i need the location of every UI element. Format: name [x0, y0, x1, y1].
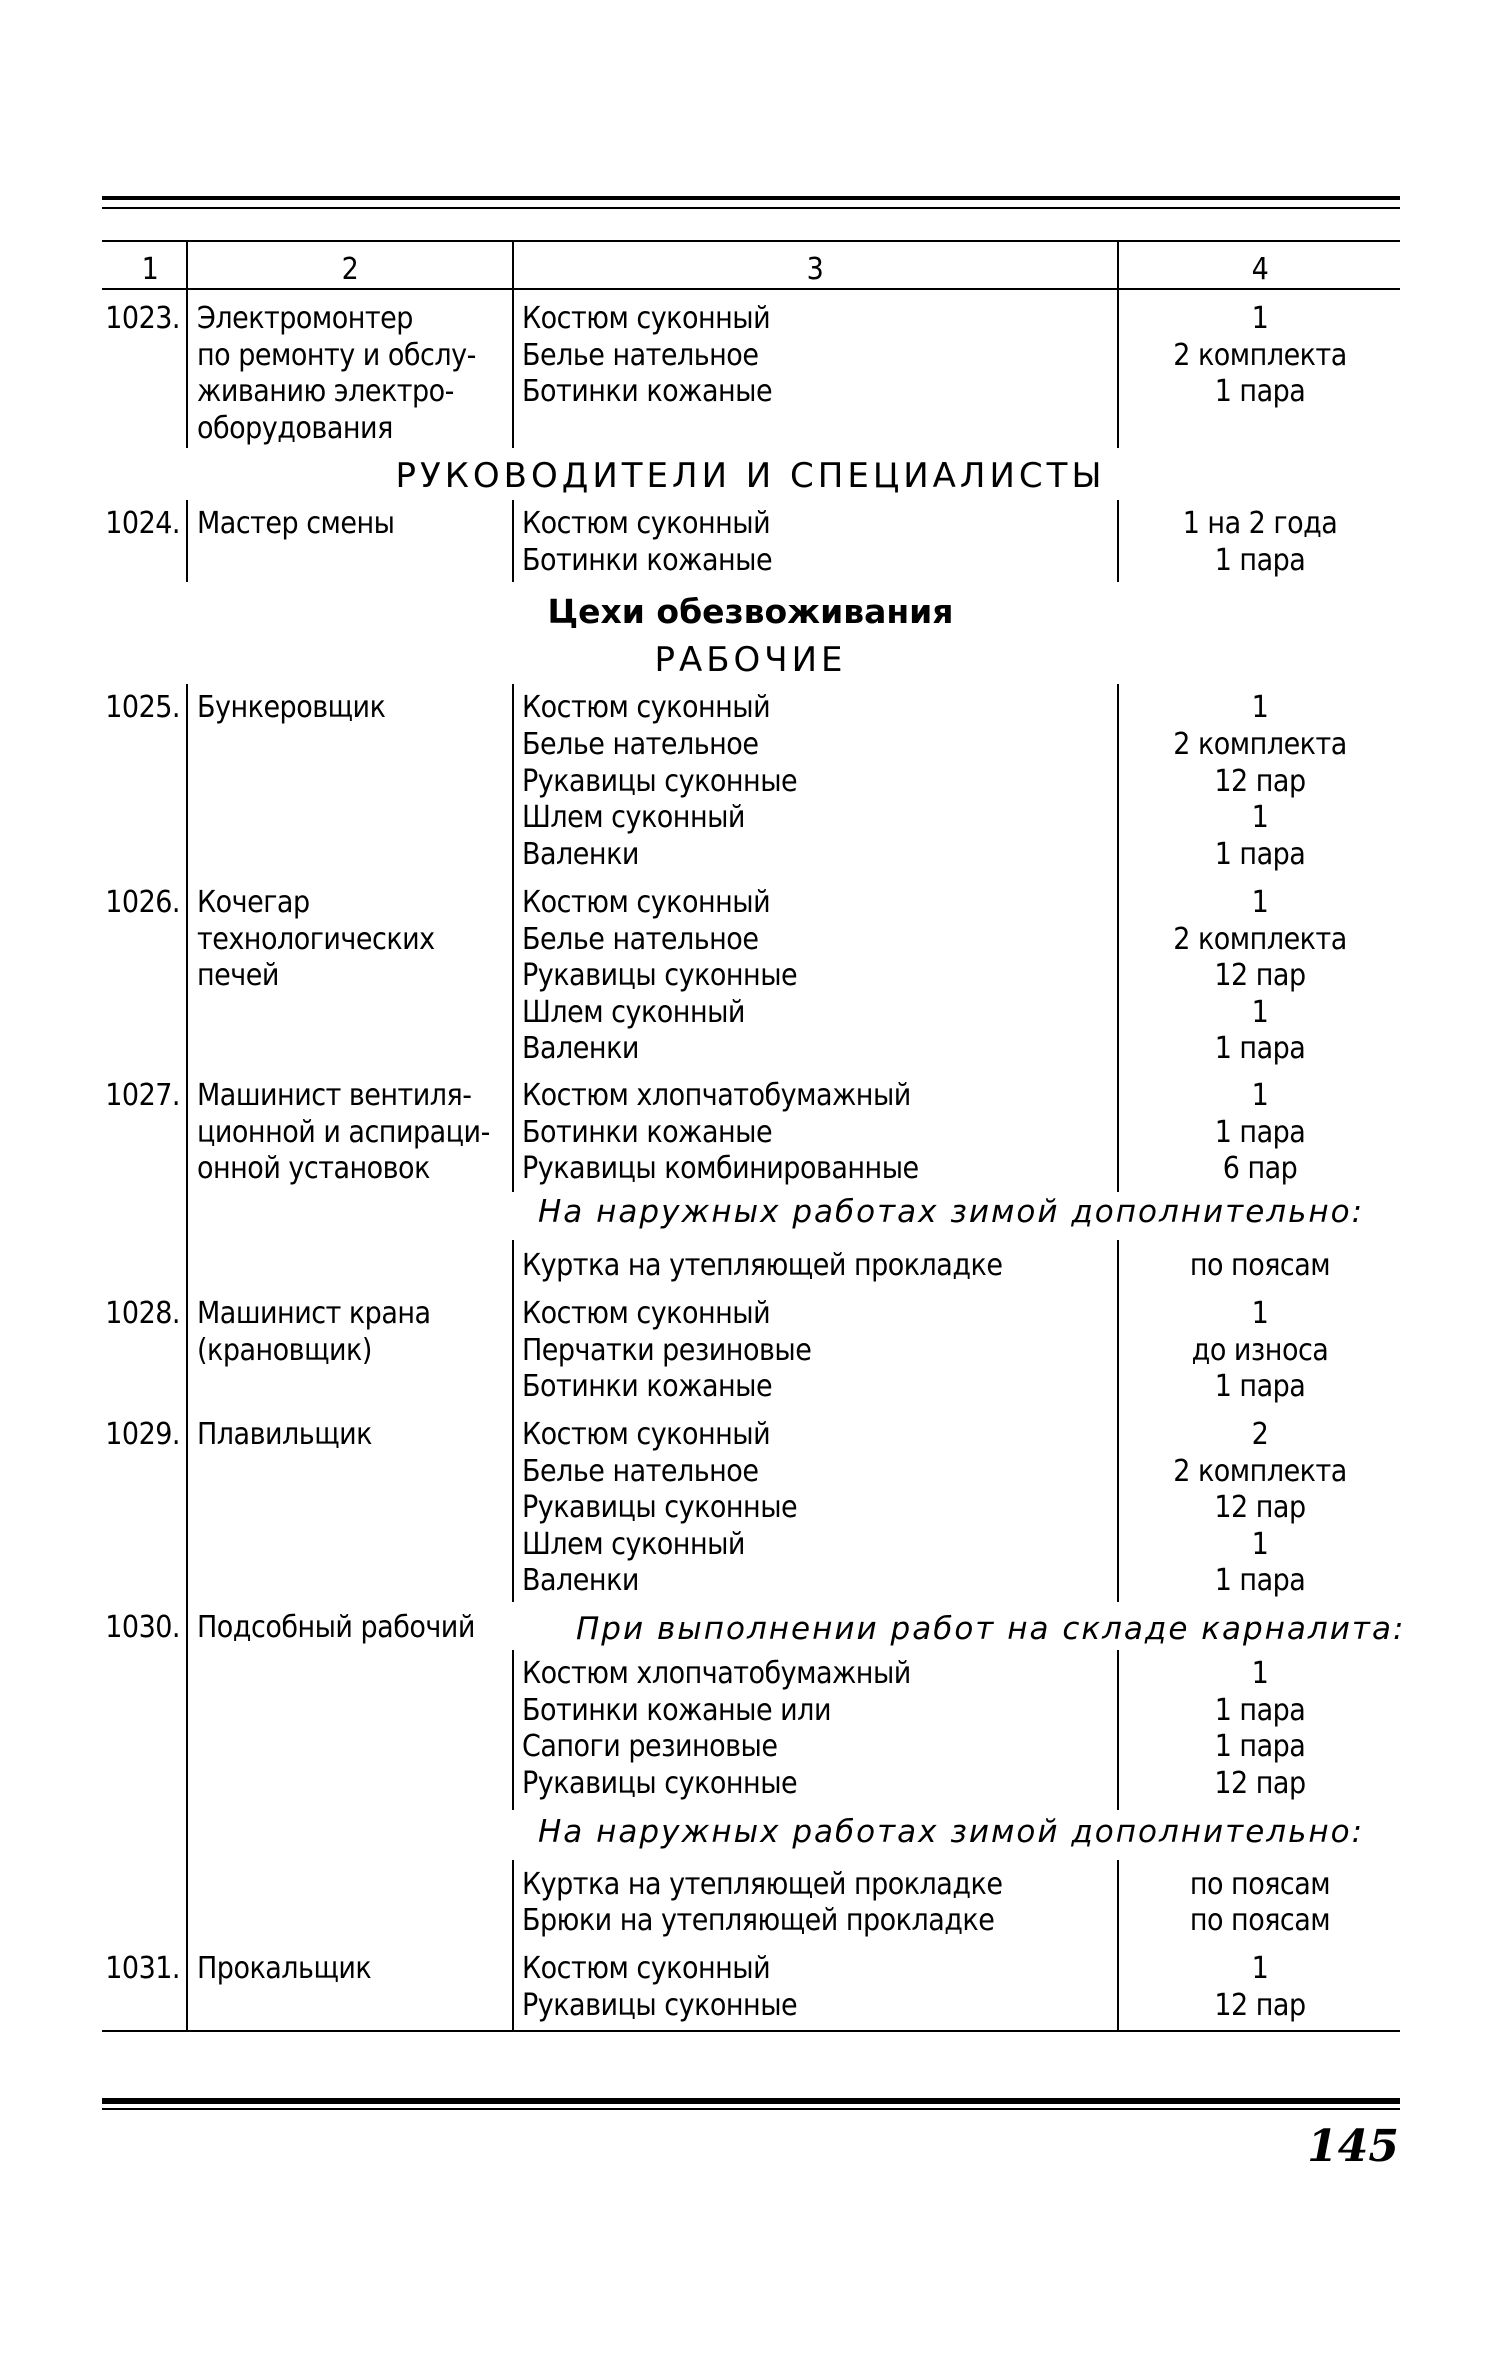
row-number: 1025. — [105, 690, 180, 725]
row-number: 1027. — [105, 1078, 180, 1113]
item: Рукавицы суконные — [522, 1988, 798, 2023]
column-separator — [512, 1650, 514, 1810]
profession-line: Подсобный рабочий — [197, 1610, 475, 1645]
norm: 1 — [1251, 1656, 1269, 1691]
profession-line: (крановщик) — [197, 1333, 372, 1368]
header-top-rule — [102, 240, 1400, 242]
norm: 1 пара — [1214, 374, 1306, 409]
item: Рукавицы суконные — [522, 764, 798, 799]
norm: 1 пара — [1214, 1693, 1306, 1728]
item: Костюм суконный — [522, 1417, 771, 1452]
norm: 1 пара — [1214, 1369, 1306, 1404]
item: Рукавицы суконные — [522, 1766, 798, 1801]
item: Костюм хлопчатобумажный — [522, 1078, 911, 1113]
table-bottom-rule — [102, 2030, 1400, 2032]
column-separator — [1117, 1650, 1119, 1810]
top-rule-thick — [102, 196, 1400, 200]
item: Валенки — [522, 1031, 639, 1066]
norm: 2 — [1251, 1417, 1269, 1452]
item: Рукавицы комбинированные — [522, 1151, 919, 1186]
norm: 2 комплекта — [1173, 922, 1347, 957]
column-separator — [512, 1240, 514, 1602]
header-separator — [512, 240, 514, 290]
column-separator — [186, 684, 188, 2030]
norm: 1 на 2 года — [1182, 506, 1338, 541]
section-heading-workers: РАБОЧИЕ — [654, 640, 847, 680]
norm: 12 пар — [1214, 764, 1306, 799]
header-separator — [186, 240, 188, 290]
column-separator — [512, 1860, 514, 2030]
norm: 1 пара — [1214, 1563, 1306, 1598]
row-number: 1023. — [105, 301, 180, 336]
norm: 1 — [1251, 995, 1269, 1030]
norm: 1 — [1251, 1078, 1269, 1113]
norm: 1 — [1251, 885, 1269, 920]
column-separator — [1117, 290, 1119, 448]
item: Костюм суконный — [522, 690, 771, 725]
top-rule-thin — [102, 207, 1400, 209]
row-number: 1029. — [105, 1417, 180, 1452]
item: Куртка на утепляющей прокладке — [522, 1248, 1003, 1283]
norm: 1 — [1251, 1527, 1269, 1562]
column-separator — [512, 290, 514, 448]
profession-line: печей — [197, 958, 279, 993]
item: Перчатки резиновые — [522, 1333, 812, 1368]
column-header-1: 1 — [141, 252, 159, 287]
norm: 1 пара — [1214, 1115, 1306, 1150]
item: Костюм суконный — [522, 1951, 771, 1986]
norm: 6 пар — [1222, 1151, 1298, 1186]
item: Белье нательное — [522, 1454, 759, 1489]
profession-line: по ремонту и обслу- — [197, 338, 476, 373]
norm: 12 пар — [1214, 958, 1306, 993]
norm: 1 — [1251, 1951, 1269, 1986]
column-separator — [512, 500, 514, 582]
note-winter-outdoor: На наружных работах зимой дополнительно: — [538, 1194, 1365, 1230]
item: Шлем суконный — [522, 995, 745, 1030]
item: Рукавицы суконные — [522, 958, 798, 993]
item: Костюм суконный — [522, 885, 771, 920]
item: Костюм суконный — [522, 506, 771, 541]
norm: 1 пара — [1214, 837, 1306, 872]
item: Ботинки кожаные — [522, 374, 773, 409]
item: Костюм хлопчатобумажный — [522, 1656, 911, 1691]
profession-line: онной установок — [197, 1151, 430, 1186]
norm: 1 пара — [1214, 543, 1306, 578]
profession-line: Плавильщик — [197, 1417, 372, 1452]
profession-line: Бункеровщик — [197, 690, 386, 725]
section-heading-managers: РУКОВОДИТЕЛИ И СПЕЦИАЛИСТЫ — [395, 456, 1106, 496]
header-separator — [1117, 240, 1119, 290]
norm: 1 пара — [1214, 1729, 1306, 1764]
item: Белье нательное — [522, 727, 759, 762]
item: Ботинки кожаные — [522, 1115, 773, 1150]
footer-rule-thin — [102, 2108, 1400, 2110]
norm: 1 — [1251, 1296, 1269, 1331]
item: Рукавицы суконные — [522, 1490, 798, 1525]
item: Костюм суконный — [522, 1296, 771, 1331]
norm: по поясам — [1189, 1903, 1331, 1938]
norm: по поясам — [1189, 1867, 1331, 1902]
profession-line: Мастер смены — [197, 506, 395, 541]
row-number: 1026. — [105, 885, 180, 920]
norm: 12 пар — [1214, 1988, 1306, 2023]
profession-line: живанию электро- — [197, 374, 454, 409]
section-heading-dewatering: Цехи обезвоживания — [547, 592, 954, 631]
column-separator — [1117, 1240, 1119, 1602]
norm: 2 комплекта — [1173, 1454, 1347, 1489]
profession-line: ционной и аспираци- — [197, 1115, 490, 1150]
item: Ботинки кожаные или — [522, 1693, 831, 1728]
item: Ботинки кожаные — [522, 543, 773, 578]
norm: 1 — [1251, 690, 1269, 725]
norm: 1 пара — [1214, 1031, 1306, 1066]
column-separator — [186, 500, 188, 582]
item: Брюки на утепляющей прокладке — [522, 1903, 995, 1938]
item: Белье нательное — [522, 338, 759, 373]
row-number: 1024. — [105, 506, 180, 541]
norm: по поясам — [1189, 1248, 1331, 1283]
item: Шлем суконный — [522, 1527, 745, 1562]
item: Куртка на утепляющей прокладке — [522, 1867, 1003, 1902]
norm: 1 — [1251, 301, 1269, 336]
norm: 2 комплекта — [1173, 338, 1347, 373]
column-header-2: 2 — [341, 252, 359, 287]
item: Валенки — [522, 837, 639, 872]
profession-line: Машинист вентиля- — [197, 1078, 472, 1113]
column-separator — [186, 290, 188, 448]
profession-line: Электромонтер — [197, 301, 413, 336]
footer-rule-thick — [102, 2098, 1400, 2104]
norm: 12 пар — [1214, 1766, 1306, 1801]
norm: 12 пар — [1214, 1490, 1306, 1525]
column-separator — [1117, 684, 1119, 1192]
profession-line: оборудования — [197, 411, 393, 446]
item: Валенки — [522, 1563, 639, 1598]
item: Сапоги резиновые — [522, 1729, 778, 1764]
norm: 2 комплекта — [1173, 727, 1347, 762]
norm: до износа — [1191, 1333, 1329, 1368]
column-separator — [512, 684, 514, 1192]
profession-line: технологических — [197, 922, 435, 957]
header-bottom-rule — [102, 288, 1400, 290]
profession-line: Прокальщик — [197, 1951, 372, 1986]
profession-line: Кочегар — [197, 885, 310, 920]
item: Шлем суконный — [522, 800, 745, 835]
norm: 1 — [1251, 800, 1269, 835]
column-header-4: 4 — [1251, 252, 1269, 287]
item: Костюм суконный — [522, 301, 771, 336]
page-number: 145 — [1307, 2121, 1399, 2172]
item: Белье нательное — [522, 922, 759, 957]
row-number: 1028. — [105, 1296, 180, 1331]
column-header-3: 3 — [806, 252, 824, 287]
row-number: 1030. — [105, 1610, 180, 1645]
note-carnallite-warehouse: При выполнении работ на складе карналита: — [576, 1611, 1406, 1647]
profession-line: Машинист крана — [197, 1296, 431, 1331]
note-winter-outdoor: На наружных работах зимой дополнительно: — [538, 1814, 1365, 1850]
column-separator — [1117, 500, 1119, 582]
item: Ботинки кожаные — [522, 1369, 773, 1404]
row-number: 1031. — [105, 1951, 180, 1986]
column-separator — [1117, 1860, 1119, 2030]
